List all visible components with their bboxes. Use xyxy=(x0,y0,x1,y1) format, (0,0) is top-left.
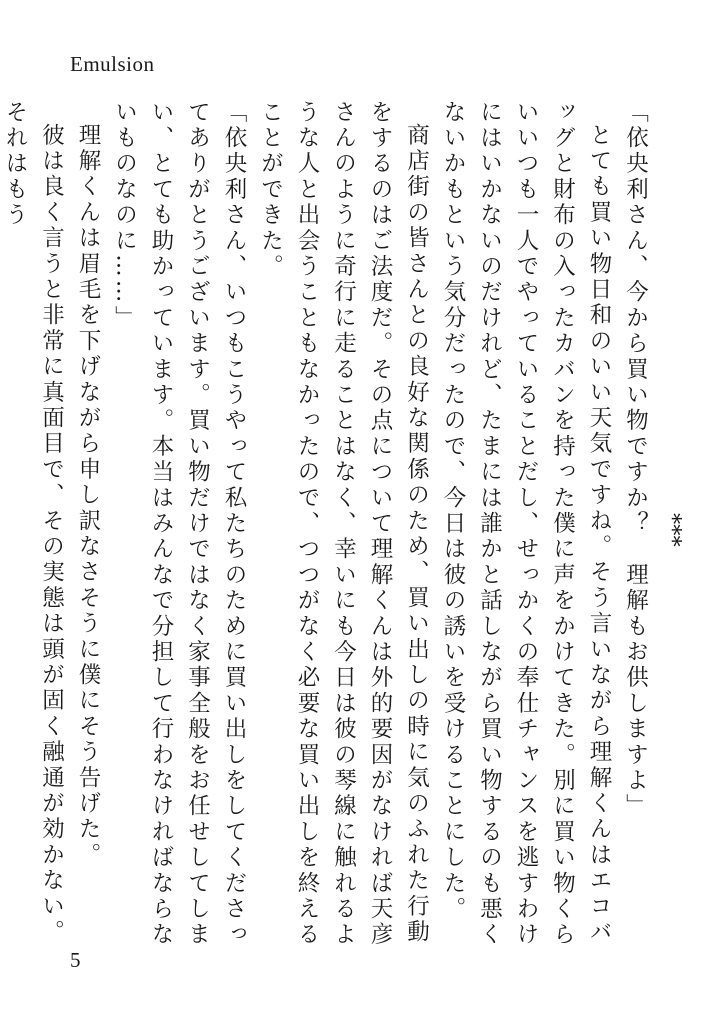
page-number: 5 xyxy=(70,948,81,972)
scene-separator: *** xyxy=(659,513,685,547)
vertical-body-text xyxy=(0,100,690,960)
paragraph-3-dialogue: 「依央利さん、いつもこうやって私たちのために買い出しをしてくださってありがとうございます。買い物だけではなく家事全般をお任せしてしまい、とても助かっています。本当はみんなで分担して行わなければならないものなのに……」 xyxy=(111,100,247,949)
paragraph-2: 商店街の皆さんとの良好な関係のため、買い出しの時に気のふれた行動をするのはご法度だ。その点について理解くんは外的要因がなければ天彦さんのように奇行に走ることはなく、幸いにも今日は彼の琴線に触れるような人と出会うこともなかったので、つつがなく必要な買い出しを終えることができた。 xyxy=(257,100,430,949)
paragraph-1: とても買い物日和のいい天気ですね。そう言いながら理解くんはエコバッグと財布の入ったカバンを持った僕に声をかけてきた。別に買い物くらいいつも一人でやっていることだし、せっかくの奉仕チャンスを逃すわけにはいかないのだけれど、たまには誰かと話しながら買い物するのも悪くないかもという気分だったので、今日は彼の誘いを受けることにした。 xyxy=(440,100,612,949)
running-header-title: Emulsion xyxy=(70,52,155,76)
paragraph-4: 理解くんは眉毛を下げながら申し訳なさそうに僕にそう告げた。 xyxy=(75,122,101,868)
paragraph-5: 彼は良く言うと非常に真面目で、その実態は頭が固く融通が効かない。それはもう xyxy=(2,100,65,945)
opening-dialogue: 「依央利さん、今から買い物ですか？ 理解もお供しますよ」 xyxy=(622,100,649,820)
